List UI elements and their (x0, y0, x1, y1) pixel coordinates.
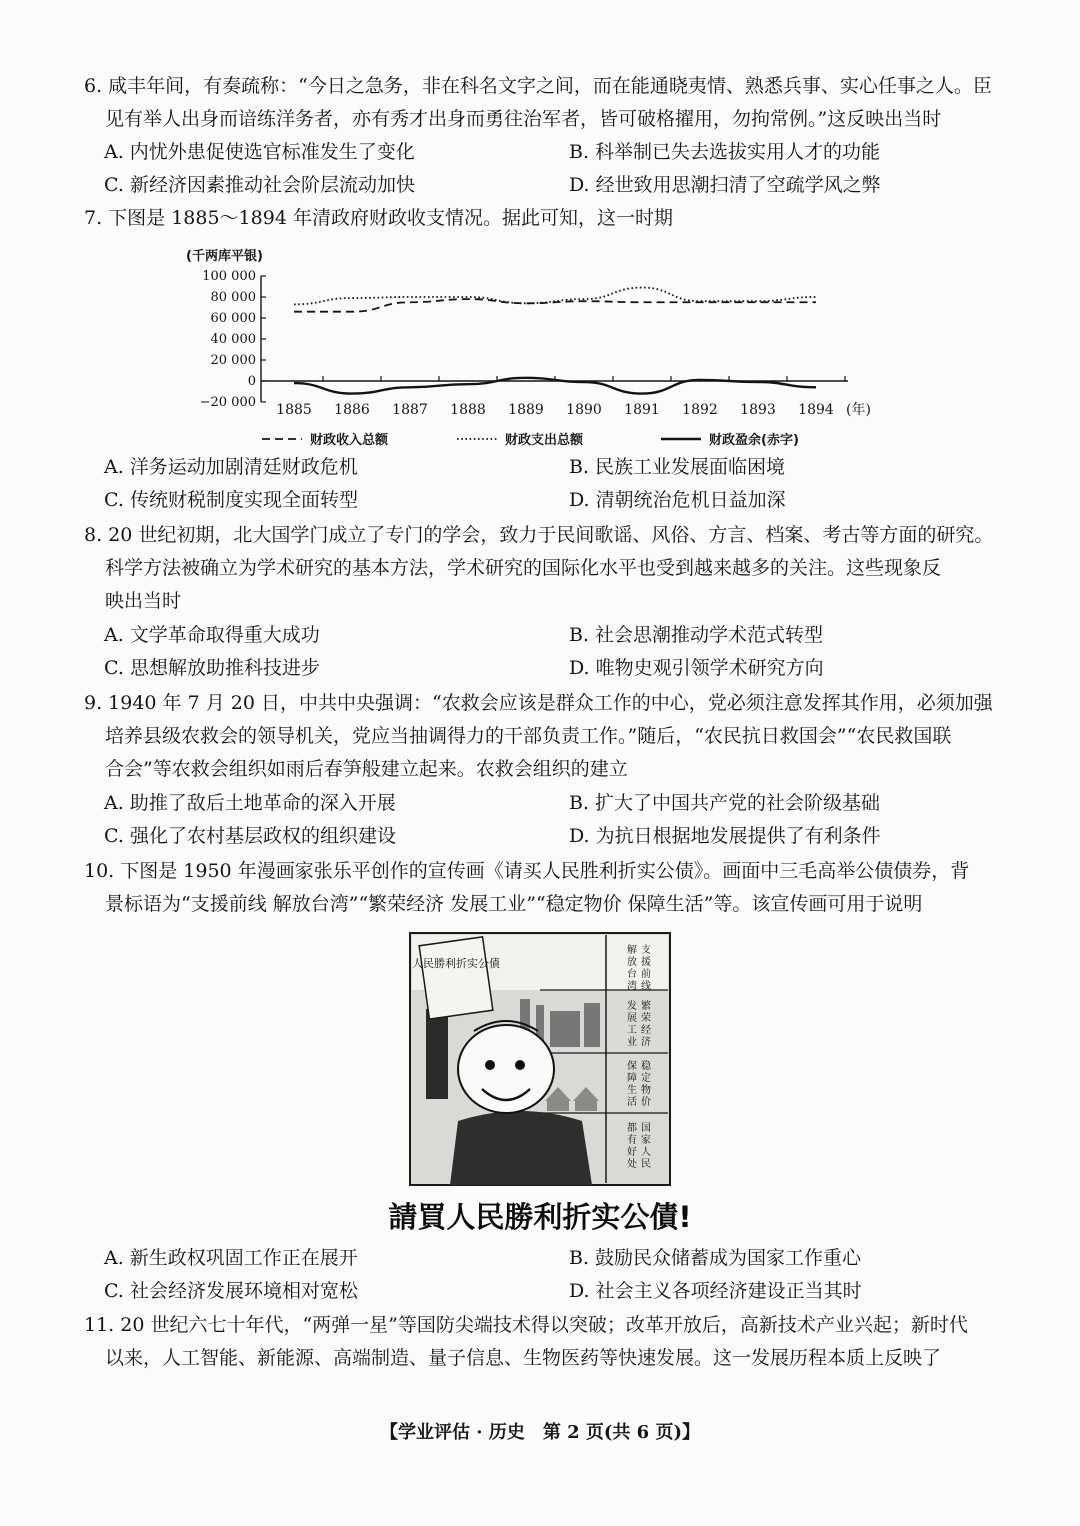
y-axis-unit-label: (千两库平银) (186, 249, 263, 264)
x-tick-label: 1888 (450, 402, 486, 418)
option-10b[interactable]: B. 鼓励民众储蓄成为国家工作重心 (569, 1247, 862, 1269)
question-6-line-1: 6. 咸丰年间，有奏疏称：“今日之急务，非在科名文字之间，而在能通晓夷情、熟悉兵事、实心任事之人。臣 (84, 75, 992, 97)
poster-slogan-char: 活 (627, 1097, 637, 1108)
poster-slogan-char: 展 (627, 1013, 637, 1024)
option-9a[interactable]: A. 助推了敌后土地革命的深入开展 (104, 792, 396, 814)
x-tick-label: 1890 (566, 402, 602, 418)
poster-slogan-char: 家 (641, 1135, 651, 1146)
question-6-options (104, 136, 1004, 202)
poster-slogan-char: 援 (641, 957, 651, 968)
y-tick-label: 0 (247, 374, 256, 389)
option-7a[interactable]: A. 洋务运动加剧清廷财政危机 (104, 456, 358, 478)
question-9-line-2: 培养县级农救会的领导机关，党应当抽调得力的干部负责工作。”随后，“农民抗日救国会”“农民救国联 (105, 725, 952, 747)
y-tick-label: 80 000 (210, 290, 256, 305)
poster-slogan-char: 有 (627, 1135, 637, 1146)
option-6a[interactable]: A. 内忧外患促使选官标准发生了变化 (104, 141, 415, 163)
option-9c[interactable]: C. 强化了农村基层政权的组织建设 (104, 825, 396, 847)
x-tick-label: 1885 (276, 402, 312, 418)
x-axis-unit-label: (年) (846, 402, 871, 418)
option-10d[interactable]: D. 社会主义各项经济建设正当其时 (569, 1280, 862, 1302)
option-10c[interactable]: C. 社会经济发展环境相对宽松 (104, 1280, 358, 1302)
page-footer: 【学业评估 · 历史 第 2 页(共 6 页)】 (380, 1422, 700, 1443)
question-9-line-3: 合会”等农救会组织如雨后春笋般建立起来。农救会组织的建立 (105, 758, 628, 780)
option-8a[interactable]: A. 文学革命取得重大成功 (104, 624, 320, 646)
option-9b[interactable]: B. 扩大了中国共产党的社会阶级基础 (569, 792, 881, 814)
question-9-line-1: 9. 1940 年 7 月 20 日，中共中央强调：“农救会应该是群众工作的中心，党必须注意发挥其作用，必须加强 (84, 692, 993, 714)
question-8-line-3: 映出当时 (105, 590, 182, 612)
poster-slogan-char: 生 (627, 1085, 637, 1096)
poster-bond-text: 人民勝利折实公債 (412, 957, 500, 970)
question-10-options (104, 1242, 1004, 1308)
poster-slogan-char: 稳 (641, 1061, 651, 1072)
option-7d[interactable]: D. 清朝统治危机日益加深 (569, 489, 786, 511)
x-tick-label: 1894 (798, 402, 834, 418)
option-6d[interactable]: D. 经世致用思潮扫清了空疏学风之弊 (569, 174, 881, 196)
poster-slogan-char: 保 (627, 1061, 637, 1072)
option-9d[interactable]: D. 为抗日根据地发展提供了有利条件 (569, 825, 881, 847)
question-9-options (104, 787, 1004, 853)
poster-slogan-char: 人 (641, 1147, 651, 1158)
question-8-line-1: 8. 20 世纪初期，北大国学门成立了专门的学会，致力于民间歌谣、风俗、方言、档案、考古等方面的研究。 (84, 524, 994, 546)
finance-line-chart (186, 240, 906, 452)
poster-bond-paper (419, 937, 493, 1019)
option-10a[interactable]: A. 新生政权巩固工作正在展开 (104, 1247, 358, 1269)
y-ticks (200, 269, 266, 410)
poster-slogan-char: 放 (627, 957, 637, 968)
series-line-1 (294, 299, 816, 312)
poster-raised-arm (426, 1009, 448, 1099)
question-7 (84, 202, 1004, 235)
x-tick-label: 1892 (682, 402, 718, 418)
poster-slogan-char: 处 (627, 1159, 637, 1170)
question-6-line-2: 见有举人出身而谙练洋务者，亦有秀才出身而勇往治军者，皆可破格擢用，勿拘常例。”这反映出当时 (105, 108, 942, 130)
poster-slogan-char: 繁 (641, 1001, 651, 1012)
question-10-line-1: 10. 下图是 1950 年漫画家张乐平创作的宣传画《请买人民胜利折实公债》。画面中三毛高举公债债券，背 (84, 860, 970, 882)
poster-slogan-char: 国 (641, 1123, 651, 1134)
x-tick-label: 1891 (624, 402, 660, 418)
poster-slogan-char: 价 (641, 1097, 651, 1108)
poster-slogan-char: 好 (627, 1147, 637, 1158)
poster-slogan-char: 都 (627, 1123, 637, 1134)
poster-slogan-char: 民 (641, 1159, 651, 1170)
poster-slogan-char: 定 (641, 1073, 651, 1084)
question-8-line-2: 科学方法被确立为学术研究的基本方法，学术研究的国际化水平也受到越来越多的关注。这些现象反 (105, 557, 942, 579)
poster-slogan-char: 障 (627, 1073, 637, 1084)
poster-slogan-char: 工 (627, 1025, 637, 1036)
question-8 (84, 519, 1004, 618)
chart-legend (262, 432, 799, 448)
poster-slogan-char: 湾 (627, 981, 637, 992)
y-tick-label: 20 000 (210, 353, 256, 368)
option-8b[interactable]: B. 社会思潮推动学术范式转型 (569, 624, 824, 646)
poster-caption: 請買人民勝利折实公債! (388, 1200, 692, 1234)
poster-slogan-char: 物 (641, 1085, 651, 1096)
y-tick-label: −20 000 (199, 395, 256, 410)
y-tick-label: 40 000 (210, 332, 256, 347)
question-7-options (104, 451, 1004, 517)
x-tick-label: 1889 (508, 402, 544, 418)
poster-slogan-char: 台 (627, 969, 637, 980)
question-11-line-2: 以来，人工智能、新能源、高端制造、量子信息、生物医药等快速发展。这一发展历程本质上反映了 (105, 1347, 942, 1369)
question-7-line-1: 7. 下图是 1885～1894 年清政府财政收支情况。据此可知，这一时期 (84, 207, 673, 229)
poster-slogan-char: 解 (627, 945, 637, 956)
question-10 (84, 855, 1004, 921)
poster-slogan-char: 发 (627, 1001, 637, 1012)
option-8d[interactable]: D. 唯物史观引领学术研究方向 (569, 657, 824, 679)
option-6b[interactable]: B. 科举制已失去选拔实用人才的功能 (569, 141, 881, 163)
x-tick-label: 1893 (740, 402, 776, 418)
poster-slogan-char: 经 (641, 1025, 651, 1036)
poster-slogan-char: 济 (641, 1037, 651, 1048)
poster-slogan-char: 前 (641, 969, 651, 980)
option-6c[interactable]: C. 新经济因素推动社会阶层流动加快 (104, 174, 415, 196)
question-10-line-2: 景标语为“支援前线 解放台湾”“繁荣经济 发展工业”“稳定物价 保障生活”等。该宣传画可用于说明 (105, 893, 923, 915)
option-8c[interactable]: C. 思想解放助推科技进步 (104, 657, 320, 679)
legend-label-1: 财政收入总额 (310, 433, 389, 448)
option-7b[interactable]: B. 民族工业发展面临困境 (569, 456, 786, 478)
question-11-line-1: 11. 20 世纪六七十年代，“两弹一星”等国防尖端技术得以突破；改革开放后，高新技术产业兴起；新时代 (84, 1314, 968, 1336)
poster-slogan-char: 荣 (641, 1013, 651, 1024)
question-11 (84, 1309, 1004, 1375)
question-6 (84, 70, 1004, 136)
poster-slogan-char: 线 (641, 981, 651, 992)
legend-label-3: 财政盈余(赤字) (709, 433, 799, 448)
x-tick-label: 1887 (392, 402, 428, 418)
option-7c[interactable]: C. 传统财税制度实现全面转型 (104, 489, 358, 511)
y-tick-label: 60 000 (210, 311, 256, 326)
y-tick-label: 100 000 (202, 269, 256, 284)
question-8-options (104, 619, 1004, 685)
question-9 (84, 687, 1004, 786)
x-tick-label: 1886 (334, 402, 370, 418)
legend-label-2: 财政支出总额 (505, 433, 584, 448)
series-line-3 (294, 378, 816, 394)
propaganda-poster (388, 933, 692, 1243)
poster-slogan-char: 支 (641, 945, 651, 956)
poster-slogan-char: 业 (627, 1037, 637, 1048)
